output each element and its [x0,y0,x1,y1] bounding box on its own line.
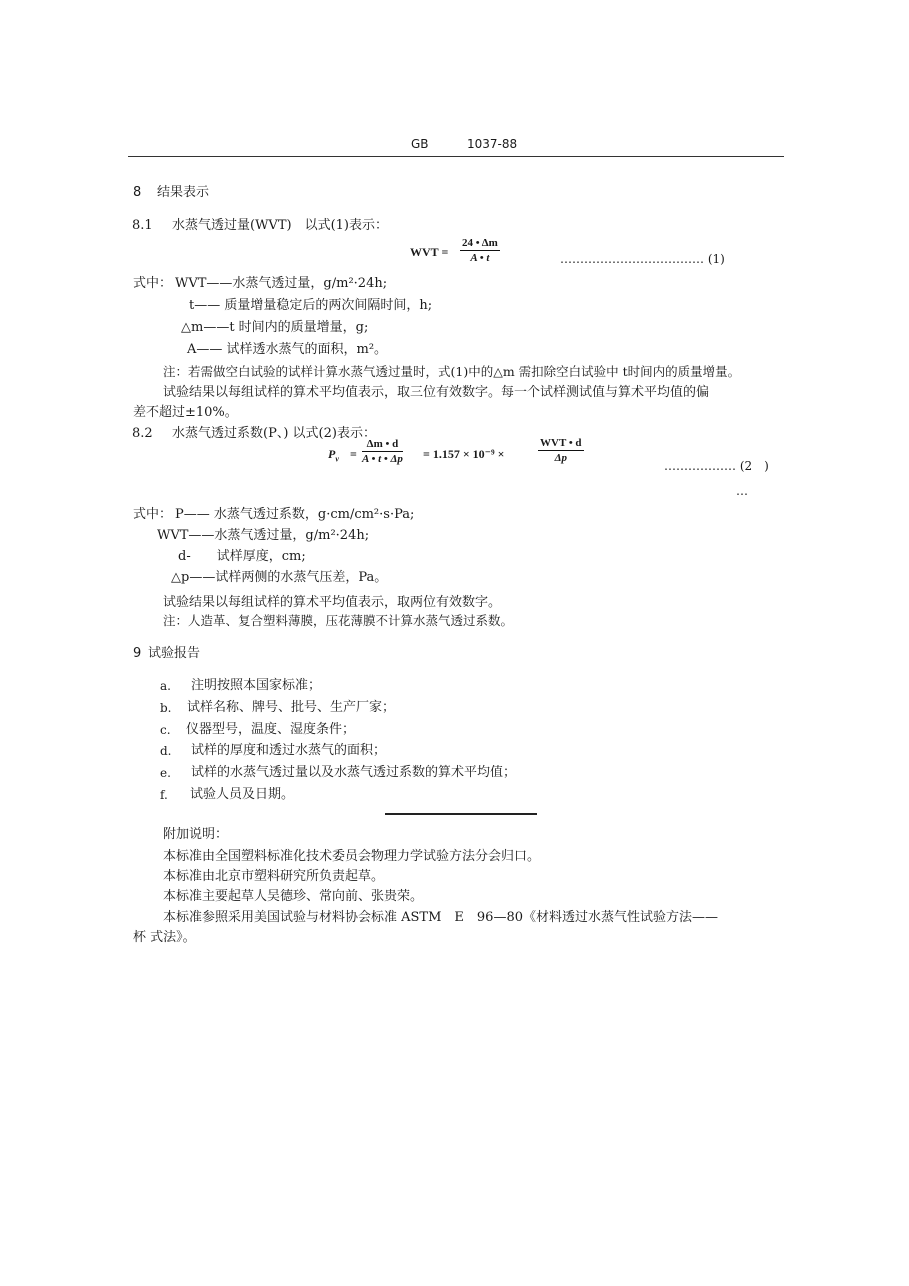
s82-formula-sub: v [335,454,339,464]
s9-item-f-marker: f. [160,788,168,802]
s82-text: 水蒸气透过系数(P、) 以式(2)表示： [172,426,376,441]
s81-formula-numerator: 24 • Δm [462,237,498,249]
section8-title: 结果表示 [157,185,210,200]
s81-formula-fraction [460,237,500,264]
section9-title: 试验报告 [148,646,201,661]
appendix-title: 附加说明： [163,827,229,842]
s9-item-f-text: 试验人员及日期。 [190,787,295,802]
header-code-prefix: GB [411,137,429,151]
header-code-number: 1037-88 [467,137,518,151]
header-rule [128,156,784,157]
s82-formula-p: P [328,447,336,461]
s81-formula-denominator: A • t [470,252,490,264]
s81-def-t: t—— 质量增量稳定后的两次间隔时间，h; [189,298,433,313]
s82-formula-mid: = 1.157 × 10⁻⁹ × [423,447,505,461]
s81-para-line2: 差不超过±10%。 [133,405,238,420]
s82-def-dp: △p——试样两侧的水蒸气压差，Pa。 [171,570,388,585]
end-rule [385,813,537,815]
s81-def-dm: △m——t 时间内的质量增量，g; [181,320,369,335]
appendix-line-2: 本标准由北京市塑料研究所负责起草。 [163,869,385,884]
s82-number: 8.2 [132,426,153,441]
appendix-line-3: 本标准主要起草人吴德珍、常向前、张贵荣。 [163,889,424,904]
appendix-line-4: 本标准参照采用美国试验与材料协会标准 ASTM E 96—80《材料透过水蒸气性试验方法—— [163,910,718,925]
s81-def-wvt: WVT——水蒸气透过量，g/m²·24h; [175,276,388,291]
s9-item-c-text: 仪器型号，温度、湿度条件； [186,722,356,737]
s9-item-d-marker: d. [160,744,172,758]
s82-frac2-numerator: WVT • d [540,437,582,449]
s9-item-d-text: 试样的厚度和透过水蒸气的面积； [191,743,387,758]
s9-item-a-marker: a. [160,679,171,693]
s82-formula-eq: = [350,447,357,461]
s9-item-e-text: 试样的水蒸气透过量以及水蒸气透过系数的算术平均值； [191,765,517,780]
s9-item-b-text: 试样名称、牌号、批号、生产厂家； [187,700,396,715]
s81-def-a: A—— 试样透水蒸气的面积，m²。 [187,342,388,357]
s82-formula-ref: ……………… (2 ) [664,459,769,473]
s81-text: 水蒸气透过量(WVT) 以式(1)表示： [172,218,388,233]
s82-frac2-denominator: Δp [554,452,567,464]
appendix-last-line: 杯 式法》。 [133,930,196,945]
s82-frac1-numerator: Δm • d [362,438,403,452]
s81-number: 8.1 [132,218,153,233]
s82-where-label: 式中： [133,507,173,522]
s9-item-b-marker: b. [160,701,172,715]
s82-para: 试验结果以每组试样的算术平均值表示，取两位有效数字。 [163,595,502,610]
s81-note: 注：若需做空白试验的试样计算水蒸气透过量时，式(1)中的△m 需扣除空白试验中 t时间内的质量增量。 [163,364,741,379]
section9-number: 9 [133,646,142,661]
s82-def-d: d- 试样厚度，cm; [178,549,306,564]
section8-number: 8 [133,185,142,200]
s9-item-e-marker: e. [160,766,171,780]
appendix-line-1: 本标准由全国塑料标准化技术委员会物理力学试验方法分会归口。 [163,849,541,864]
s82-formula-fraction2 [538,437,584,464]
s81-formula-ref: ……………………………… (1) [560,252,725,266]
s81-formula-lhs: WVT = [410,245,449,259]
s82-formula-fraction1 [362,438,403,465]
s82-formula-ref-continued: … [736,484,748,498]
s82-frac1-denominator: A • t • Δp [362,453,403,465]
s9-item-a-text: 注明按照本国家标准； [191,678,322,693]
s82-def-wvt: WVT——水蒸气透过量，g/m²·24h; [157,528,370,543]
s9-item-c-marker: c. [160,723,171,737]
s81-para-line1: 试验结果以每组试样的算术平均值表示，取三位有效数字。每一个试样测试值与算术平均值的偏 [163,385,710,400]
s81-where-label: 式中： [133,276,173,291]
s82-note: 注：人造革、复合塑料薄膜，压花薄膜不计算水蒸气透过系数。 [163,613,514,628]
s82-formula-lhs [328,447,339,464]
s82-def-p: P—— 水蒸气透过系数，g·cm/cm²·s·Pa; [175,507,415,522]
